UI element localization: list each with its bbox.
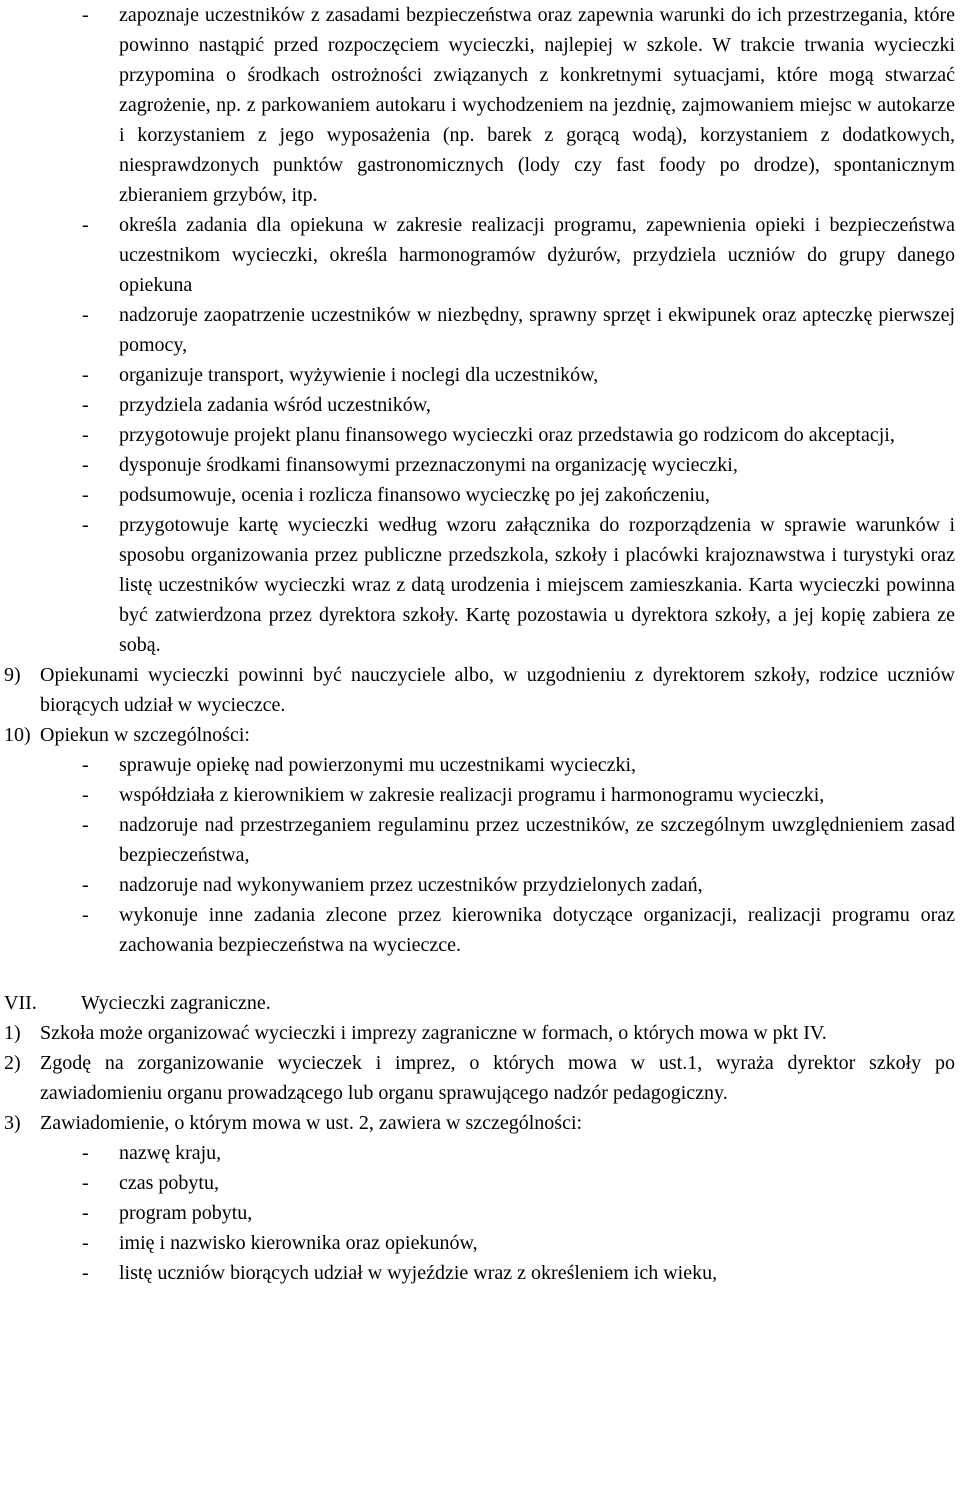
dash-marker: - — [82, 454, 89, 476]
list-item-text: nadzoruje nad przestrzeganiem regulaminu przez uczestników, ze szczególnym uwzględnieniem zasad bezpieczeństwa, — [119, 814, 955, 866]
list-item — [0, 210, 960, 300]
list-item-text: organizuje transport, wyżywienie i noclegi dla uczestników, — [119, 364, 599, 386]
list-item-text: nadzoruje nad wykonywaniem przez uczestników przydzielonych zadań, — [119, 874, 703, 896]
list-item — [0, 900, 960, 960]
dash-marker: - — [82, 4, 89, 26]
dash-marker: - — [82, 784, 89, 806]
list-item — [0, 1228, 960, 1258]
list-item-text: przygotowuje projekt planu finansowego wycieczki oraz przedstawia go rodzicom do akceptacji, — [119, 424, 895, 446]
list-item-text: współdziała z kierownikiem w zakresie realizacji programu i harmonogramu wycieczki, — [119, 784, 825, 806]
dash-marker: - — [82, 304, 89, 326]
numbered-point — [0, 1108, 960, 1138]
list-item-text: imię i nazwisko kierownika oraz opiekunów, — [119, 1232, 478, 1254]
dash-marker: - — [82, 874, 89, 896]
list-item — [0, 780, 960, 810]
dash-marker: - — [82, 754, 89, 776]
list-item-text: listę uczniów biorących udział w wyjeździe wraz z określeniem ich wieku, — [119, 1262, 718, 1284]
dash-marker: - — [82, 424, 89, 446]
list-item-text: nazwę kraju, — [119, 1142, 222, 1164]
list-item — [0, 480, 960, 510]
list-item-text: przydziela zadania wśród uczestników, — [119, 394, 431, 416]
list-item — [0, 1168, 960, 1198]
dash-marker: - — [82, 1172, 89, 1194]
dash-marker: - — [82, 1202, 89, 1224]
dash-marker: - — [82, 904, 89, 926]
point-text: Opiekun w szczególności: — [40, 724, 250, 746]
point-number: 10) — [4, 724, 31, 746]
point-text: Szkoła może organizować wycieczki i imprezy zagraniczne w formach, o których mowa w pkt IV. — [40, 1022, 827, 1044]
dash-marker: - — [82, 1142, 89, 1164]
dash-marker: - — [82, 364, 89, 386]
dash-marker: - — [82, 1262, 89, 1284]
dash-marker: - — [82, 214, 89, 236]
dash-marker: - — [82, 514, 89, 536]
point-text: Zgodę na zorganizowanie wycieczek i imprez, o których mowa w ust.1, wyraża dyrektor szkoły po zawiadomieniu organu prowadzącego lub organu sprawującego nadzór pedagogiczny. — [40, 1052, 955, 1104]
numbered-point-9 — [0, 660, 960, 720]
numbered-point — [0, 1048, 960, 1108]
list-item-text: dysponuje środkami finansowymi przeznaczonymi na organizację wycieczki, — [119, 454, 738, 476]
list-item — [0, 390, 960, 420]
list-item — [0, 360, 960, 390]
list-item — [0, 300, 960, 360]
section-title: Wycieczki zagraniczne. — [81, 992, 271, 1014]
list-item-text: zapoznaje uczestników z zasadami bezpieczeństwa oraz zapewnia warunki do ich przestrzegania, które powinno nastąpić przed rozpoczęciem wycieczki, najlepiej w szkole. W trakcie trwania wycieczki przypomina o środkach ostrożności związanych z konkretnymi sytuacjami, które mogą stwarzać zagrożenie, np. z parkowaniem autokaru i wychodzeniem na jezdnię, zajmowaniem miejsc w autokarze i korzystaniem z jego wyposażenia (np. barek z gorącą wodą), korzystaniem z dodatkowych, niesprawdzonych punktów gastronomicznych (lody czy fast foody po drodze), spontanicznym zbieraniem grzybów, itp. — [119, 4, 955, 206]
list-item — [0, 1258, 960, 1288]
point-text: Zawiadomienie, o którym mowa w ust. 2, zawiera w szczególności: — [40, 1112, 583, 1134]
list-item-text: przygotowuje kartę wycieczki według wzoru załącznika do rozporządzenia w sprawie warunków i sposobu organizowania przez publiczne przedszkola, szkoły i placówki krajoznawstwa i turystyki oraz listę uczestników wycieczki wraz z datą urodzenia i miejscem zamieszkania. Karta wycieczki powinna być zatwierdzona przez dyrektora szkoły. Kartę pozostawia u dyrektora szkoły, a jej kopię zabiera ze sobą. — [119, 514, 955, 656]
point-number: 9) — [4, 664, 21, 686]
list-item — [0, 510, 960, 660]
dash-marker: - — [82, 394, 89, 416]
section-number: VII. — [4, 992, 37, 1014]
list-item-text: wykonuje inne zadania zlecone przez kierownika dotyczące organizacji, realizacji programu oraz zachowania bezpieczeństwa na wycieczce. — [119, 904, 955, 956]
list-item-text: program pobytu, — [119, 1202, 253, 1224]
point-number: 2) — [4, 1052, 21, 1074]
list-item — [0, 810, 960, 870]
section-heading — [0, 988, 960, 1018]
dash-marker: - — [82, 814, 89, 836]
list-item — [0, 750, 960, 780]
point-number: 1) — [4, 1022, 21, 1044]
list-item — [0, 0, 960, 210]
point-number: 3) — [4, 1112, 21, 1134]
dash-marker: - — [82, 484, 89, 506]
list-item — [0, 870, 960, 900]
dash-marker: - — [82, 1232, 89, 1254]
list-item — [0, 450, 960, 480]
list-item-text: sprawuje opiekę nad powierzonymi mu uczestnikami wycieczki, — [119, 754, 637, 776]
list-item — [0, 1138, 960, 1168]
point-text: Opiekunami wycieczki powinni być nauczyciele albo, w uzgodnieniu z dyrektorem szkoły, rodzice uczniów biorących udział w wycieczce. — [40, 664, 955, 716]
numbered-point — [0, 1018, 960, 1048]
list-item — [0, 1198, 960, 1228]
list-item — [0, 420, 960, 450]
list-item-text: określa zadania dla opiekuna w zakresie realizacji programu, zapewnienia opieki i bezpieczeństwa uczestnikom wycieczki, określa harmonogramów dyżurów, przydziela uczniów do grupy danego opiekuna — [119, 214, 955, 296]
numbered-point-10 — [0, 720, 960, 750]
list-item-text: podsumowuje, ocenia i rozlicza finansowo wycieczkę po jej zakończeniu, — [119, 484, 710, 506]
list-item-text: nadzoruje zaopatrzenie uczestników w niezbędny, sprawny sprzęt i ekwipunek oraz apteczkę pierwszej pomocy, — [119, 304, 955, 356]
list-item-text: czas pobytu, — [119, 1172, 219, 1194]
